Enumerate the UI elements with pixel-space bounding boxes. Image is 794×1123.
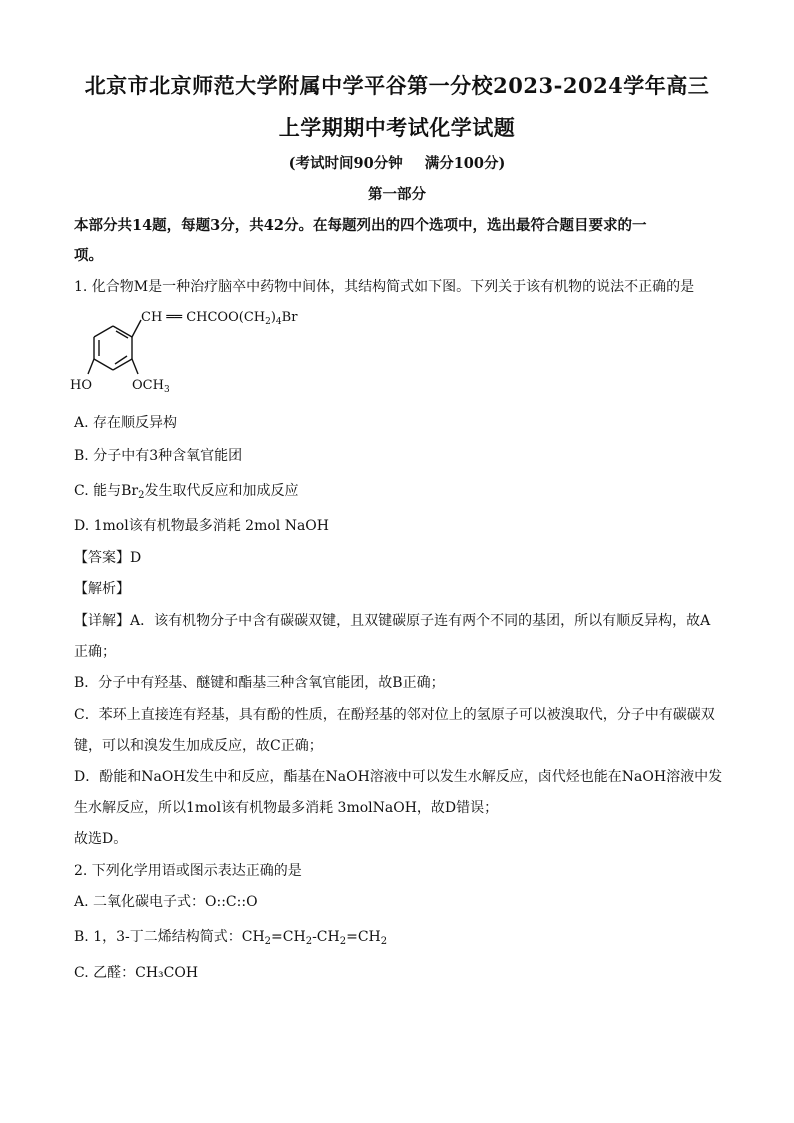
q1-detail-a1: 【详解】A．该有机物分子中含有碳碳双键，且双键碳原子连有两个不同的基团，所以有顺反异构，故A <box>74 613 711 629</box>
part-heading: 第一部分 <box>368 186 426 203</box>
q1-option-b: B. 分子中有3种含氧官能团 <box>74 448 243 464</box>
q1-stem: 1. 化合物M是一种治疗脑卒中药物中间体，其结构简式如下图。下列关于该有机物的说法不正确的是 <box>74 279 695 295</box>
q1-detail-c2: 键，可以和溴发生加成反应，故C正确； <box>74 738 323 754</box>
exam-title-line1: 北京市北京师范大学附属中学平谷第一分校2023-2024学年高三 <box>84 73 710 98</box>
q1-conclusion: 故选D。 <box>74 831 128 847</box>
hydroxyl-label: HO <box>70 378 92 393</box>
q1-structure-diagram <box>70 304 310 396</box>
methoxy-label: $OCH_3$ <box>132 378 170 395</box>
q1-answer: 【答案】D <box>74 550 142 566</box>
q2-option-a: A. 二氧化碳电子式：O::C::O <box>74 894 258 910</box>
exam-time: (考试时间90分钟 <box>288 155 403 172</box>
q1-analysis-label: 【解析】 <box>74 581 130 597</box>
instructions-line1: 本部分共14题，每题3分，共42分。在每题列出的四个选项中，选出最符合题目要求的一 <box>74 217 647 234</box>
q1-option-a: A. 存在顺反异构 <box>74 415 178 431</box>
svg-text:CH ══ CHCOO(CH2)4Br: CH ══ $CHCOO(CH_2)_4Br$ <box>141 310 298 327</box>
q1-detail-a2: 正确； <box>74 644 116 660</box>
exam-score: 满分100分) <box>424 155 506 172</box>
exam-info <box>60 152 734 173</box>
benzene-ring-structure <box>70 304 310 396</box>
q2-option-b: B. 1，3-丁二烯结构简式：$CH_2=CH_2-CH_2=CH_2$ <box>74 929 388 947</box>
q1-option-c: C. 能与$Br_2$发生取代反应和加成反应 <box>74 483 299 501</box>
q2-option-c: C. 乙醛：CH₃COH <box>74 965 199 981</box>
q1-detail-c1: C．苯环上直接连有羟基，具有酚的性质，在酚羟基的邻对位上的氢原子可以被溴取代，分子中有碳碳双 <box>74 707 715 723</box>
instructions-line2: 项。 <box>74 247 103 264</box>
q1-detail-b: B．分子中有羟基、醚键和酯基三种含氧官能团，故B正确； <box>74 675 445 691</box>
exam-title-line2: 上学期期中考试化学试题 <box>278 115 516 140</box>
q1-option-d: D. 1mol该有机物最多消耗 2mol NaOH <box>74 518 329 534</box>
q1-detail-d2: 生水解反应，所以1mol该有机物最多消耗 3molNaOH，故D错误； <box>74 800 499 816</box>
chain-text: CH ══ CHCOO(CH <box>141 310 266 325</box>
q1-detail-d1: D．酚能和NaOH发生中和反应，酯基在NaOH溶液中可以发生水解反应，卤代烃也能在NaOH溶液中发 <box>74 769 723 785</box>
q2-stem: 2. 下列化学用语或图示表达正确的是 <box>74 863 302 879</box>
